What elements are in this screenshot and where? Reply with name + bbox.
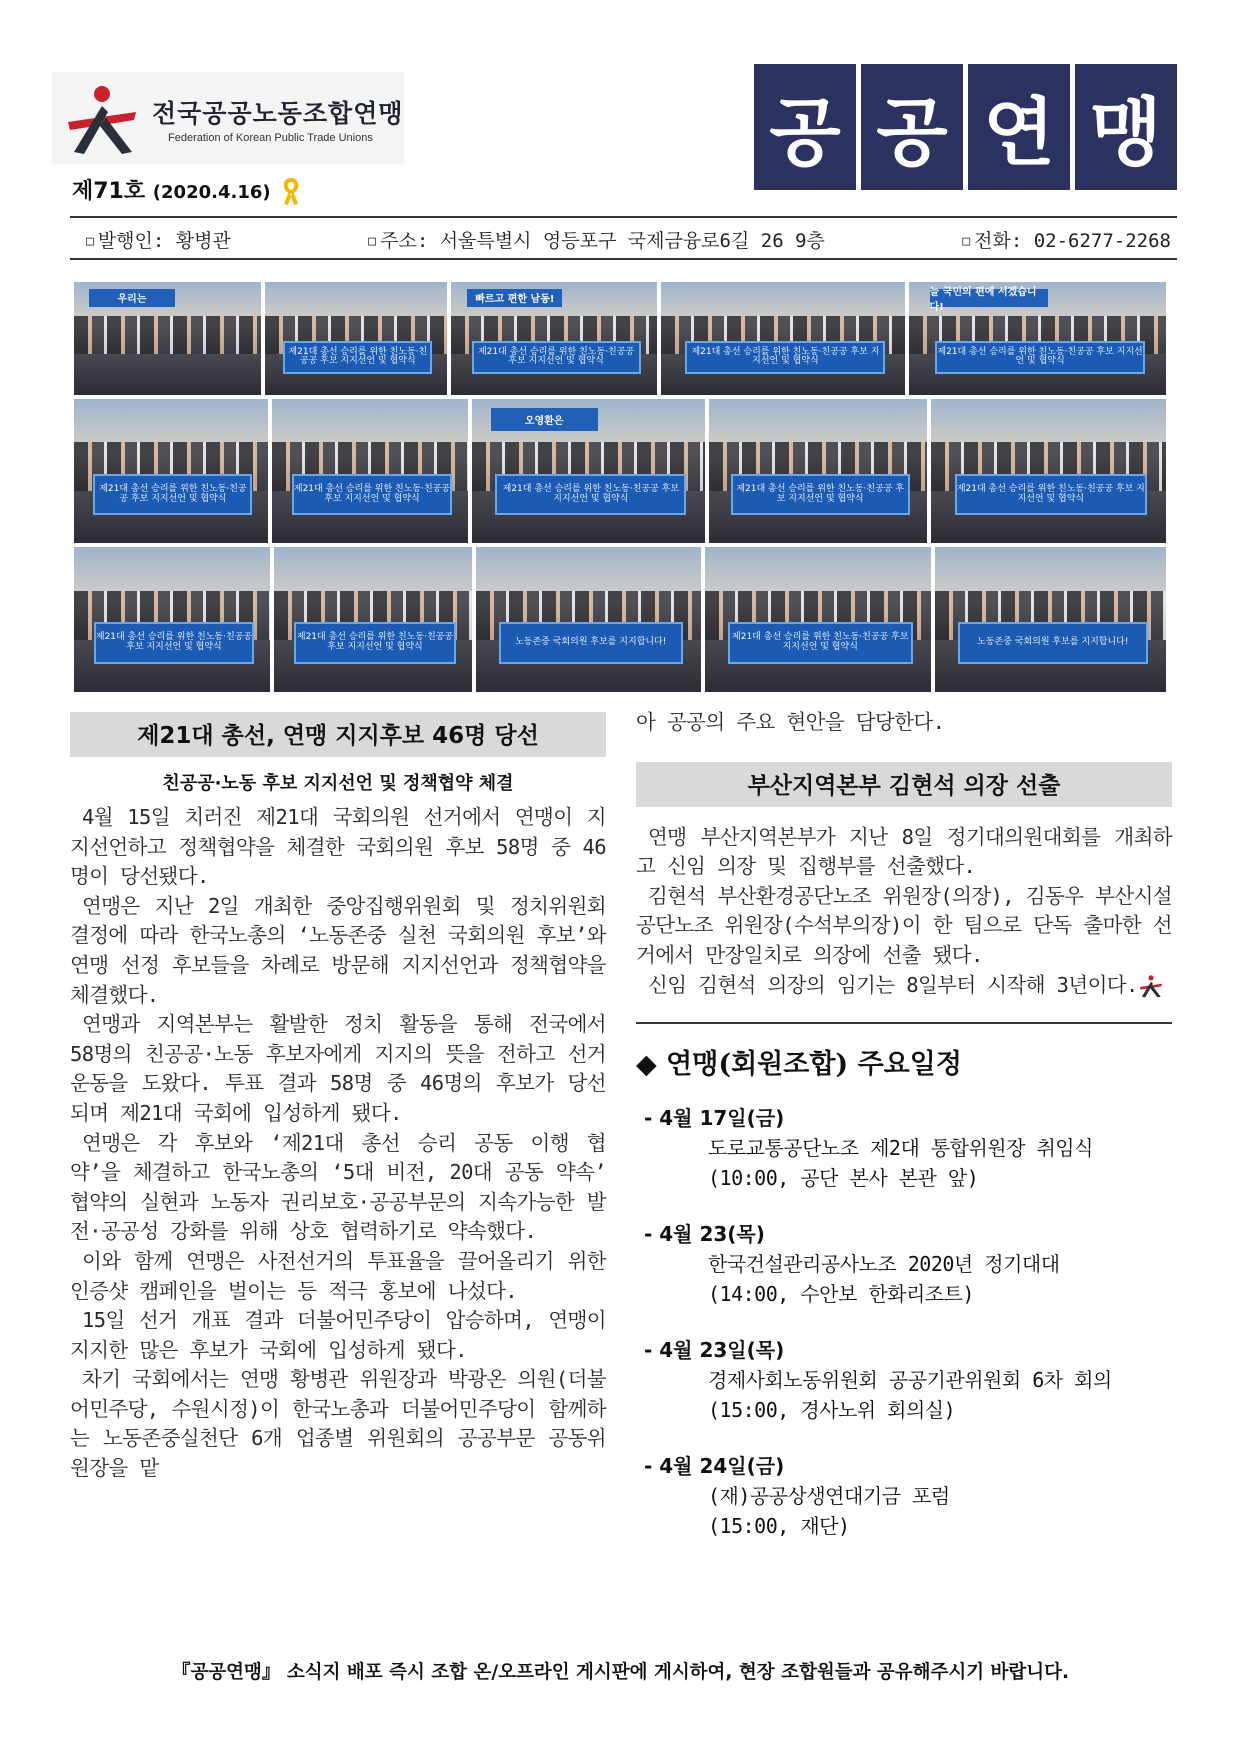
federation-logo-icon bbox=[1138, 974, 1164, 998]
article-paragraph: 차기 국회에서는 연맹 황병관 위원장과 박광온 의원(더불어민주당, 수원시정)이 한국노총과 더불어민주당이 함께하는 노동존중실천단 6개 업종별 위원회의 공공부문 공동위원장을 맡 bbox=[70, 1367, 606, 1481]
article-continuation: 아 공공의 주요 현안을 담당한다. bbox=[636, 710, 945, 734]
phone-text: 전화: 02-6277-2268 bbox=[974, 230, 1171, 252]
article-paragraph: 이와 함께 연맹은 사전선거의 투표율을 끌어올리기 위한 인증샷 캠페인을 벌이는 등 적극 홍보에 나섰다. bbox=[70, 1248, 606, 1303]
article-paragraph bbox=[636, 971, 1172, 1001]
issue-date: (2020.4.16) bbox=[152, 182, 271, 203]
org-name: 전국공공노동조합연맹 bbox=[152, 99, 404, 128]
article-paragraph: 4월 15일 치러진 제21대 국회의원 선거에서 연맹이 지지선언하고 정책협약을 체결한 국회의원 후보 58명 중 46명이 당선됐다. bbox=[70, 805, 606, 889]
photo-banner: 제21대 총선 승리를 위한 친노동·친공공 후보 지지선언 및 협약식 bbox=[728, 622, 913, 664]
event-photo bbox=[274, 547, 472, 692]
event-photo bbox=[661, 282, 905, 395]
org-logo bbox=[52, 72, 404, 164]
schedule-date: - 4월 23일(목) bbox=[644, 1338, 785, 1363]
article-body bbox=[70, 803, 606, 1484]
event-photo bbox=[935, 547, 1166, 692]
event-photo bbox=[472, 399, 705, 543]
event-photo bbox=[451, 282, 657, 395]
article-headline: 제21대 총선, 연맹 지지후보 46명 당선 bbox=[70, 712, 606, 757]
photo-banner: 제21대 총선 승리를 위한 친노동·친공공 후보 지지선언 및 협약식 bbox=[472, 341, 641, 374]
article-subheadline: 친공공·노동 후보 지지선언 및 정책협약 체결 bbox=[162, 773, 514, 794]
event-photo bbox=[931, 399, 1166, 543]
schedule-venue: (10:00, 공단 본사 본관 앞) bbox=[708, 1166, 979, 1191]
masthead-char: 공 bbox=[754, 64, 856, 190]
schedule-event: 도로교통공단노조 제2대 통합위원장 취임식 bbox=[708, 1136, 1093, 1161]
photo-banner: 제21대 총선 승리를 위한 친노동·친공공 후보 지지선언 및 협약식 bbox=[292, 474, 453, 515]
event-photo bbox=[476, 547, 701, 692]
schedule-date: - 4월 17일(금) bbox=[644, 1106, 785, 1131]
article-paragraph: 연맹은 지난 2일 개최한 중앙집행위원회 및 정치위원회 결정에 따라 한국노총의 ‘노동존중 실천 국회의원 후보’와 연맹 선정 후보들을 차례로 방문해 지지선언과 정책협약을 체결했다. bbox=[70, 893, 606, 1007]
article-paragraph: 김현석 부산환경공단노조 위원장(의장), 김동우 부산시설공단노조 위원장(수석부의장)이 한 팀으로 단독 출마한 선거에서 만장일치로 의장에 선출 됐다. bbox=[636, 883, 1172, 967]
photo-sign: 오영환은 bbox=[491, 408, 598, 431]
yellow-ribbon-icon bbox=[282, 178, 300, 206]
event-photo bbox=[74, 399, 268, 543]
schedule-item bbox=[636, 1103, 1172, 1193]
schedule-title: ◆ 연맹(회원조합) 주요일정 bbox=[636, 1049, 962, 1081]
event-photo bbox=[265, 282, 447, 395]
square-bullet-icon: □ bbox=[368, 234, 377, 249]
schedule-event: (재)공공상생연대기금 포럼 bbox=[708, 1484, 950, 1509]
org-name-en: Federation of Korean Public Trade Unions bbox=[168, 132, 373, 144]
phone-item bbox=[962, 226, 1171, 253]
photo-sign: 빠르고 편한 남동! bbox=[467, 289, 562, 307]
article-paragraph: 연맹은 각 후보와 ‘제21대 총선 승리 공동 이행 협약’을 체결하고 한국노총의 ‘5대 비전, 20대 공동 약속’ 협약의 실현과 노동자 권리보호·공공부문의 지속가능한 발전·공공성 강화를 위해 상호 협력하기로 약속했다. bbox=[70, 1130, 606, 1244]
schedule-item bbox=[636, 1335, 1172, 1425]
schedule-date: - 4월 23(목) bbox=[644, 1222, 765, 1247]
schedule-event: 한국건설관리공사노조 2020년 정기대대 bbox=[708, 1252, 1060, 1277]
schedule-event: 경제사회노동위원회 공공기관위원회 6차 회의 bbox=[708, 1368, 1112, 1393]
event-photo bbox=[272, 399, 468, 543]
article-headline: 부산지역본부 김현석 의장 선출 bbox=[636, 762, 1172, 807]
photo-sign: 우리는 bbox=[89, 289, 175, 307]
article-paragraph: 연맹 부산지역본부가 지난 8일 정기대의원대회를 개최하고 신임 의장 및 집행부를 선출했다. bbox=[636, 824, 1172, 879]
schedule-item bbox=[636, 1219, 1172, 1309]
schedule-venue: (15:00, 재단) bbox=[708, 1514, 850, 1539]
photo-banner: 제21대 총선 승리를 위한 친노동·친공공 후보 지지선언 및 협약식 bbox=[731, 474, 910, 515]
schedule-item bbox=[636, 1451, 1172, 1541]
schedule-venue: (14:00, 수안보 한화리조트) bbox=[708, 1282, 974, 1307]
article-busan bbox=[636, 762, 1172, 1001]
publication-info bbox=[86, 226, 1171, 253]
publisher-item bbox=[86, 226, 231, 253]
masthead-char: 연 bbox=[968, 64, 1070, 190]
photo-banner: 노동존중 국회의원 후보를 지지합니다! bbox=[499, 622, 684, 664]
masthead-title bbox=[754, 64, 1177, 190]
issue-number: 제71호 bbox=[72, 179, 146, 204]
photo-banner: 노동존중 국회의원 후보를 지지합니다! bbox=[958, 622, 1147, 664]
masthead-char: 맹 bbox=[1075, 64, 1177, 190]
issue-info bbox=[72, 174, 300, 206]
section-divider bbox=[636, 1022, 1172, 1024]
photo-banner: 제21대 총선 승리를 위한 친노동·친공공 후보 지지선언 및 협약식 bbox=[955, 474, 1148, 515]
footer-notice: 『공공연맹』 소식지 배포 즉시 조합 온/오프라인 게시판에 게시하여, 현장 조합원들과 공유해주시기 바랍니다. bbox=[171, 1662, 1070, 1683]
photo-sign: 늘 국민의 편에 서겠습니다! bbox=[930, 289, 1048, 307]
article-paragraph: 연맹과 지역본부는 활발한 정치 활동을 통해 전국에서 58명의 친공공·노동 후보자에게 지지의 뜻을 전하고 선거운동을 도왔다. 투표 결과 58명 중 46명의 후보가 당선되며 제21대 국회에 입성하게 됐다. bbox=[70, 1012, 606, 1125]
event-photo bbox=[74, 547, 270, 692]
header-rule-bottom bbox=[70, 258, 1177, 260]
publisher-text: 발행인: 황병관 bbox=[97, 230, 231, 252]
article-election bbox=[70, 712, 606, 1484]
article-body bbox=[636, 823, 1172, 1001]
square-bullet-icon: □ bbox=[86, 234, 94, 249]
address-text: 주소: 서울특별시 영등포구 국제금융로6길 26 9층 bbox=[380, 230, 825, 252]
photo-banner: 제21대 총선 승리를 위한 친노동·친공공 후보 지지선언 및 협약식 bbox=[94, 622, 255, 664]
masthead-char: 공 bbox=[861, 64, 963, 190]
address-item bbox=[368, 226, 825, 253]
photo-banner: 제21대 총선 승리를 위한 친노동·친공공 후보 지지선언 및 협약식 bbox=[685, 341, 885, 374]
schedule-date: - 4월 24일(금) bbox=[644, 1454, 785, 1479]
schedule-venue: (15:00, 경사노위 회의실) bbox=[708, 1398, 956, 1423]
photo-banner: 제21대 총선 승리를 위한 친노동·친공공 후보 지지선언 및 협약식 bbox=[93, 474, 252, 515]
event-photo bbox=[74, 282, 261, 395]
article-paragraph: 15일 선거 개표 결과 더불어민주당이 압승하며, 연맹이 지지한 많은 후보가 국회에 입성하게 됐다. bbox=[70, 1308, 606, 1362]
photo-banner: 제21대 총선 승리를 위한 친노동·친공공 후보 지지선언 및 협약식 bbox=[935, 341, 1146, 374]
right-column bbox=[636, 708, 1172, 1567]
photo-banner: 제21대 총선 승리를 위한 친노동·친공공 후보 지지선언 및 협약식 bbox=[283, 341, 432, 374]
header-rule-top bbox=[70, 216, 1177, 218]
event-photo bbox=[709, 399, 927, 543]
federation-logo-icon bbox=[62, 82, 142, 156]
square-bullet-icon: □ bbox=[962, 234, 971, 249]
photo-collage bbox=[74, 282, 1166, 692]
event-photo bbox=[909, 282, 1166, 395]
photo-banner: 제21대 총선 승리를 위한 친노동·친공공 후보 지지선언 및 협약식 bbox=[294, 622, 456, 664]
schedule-section bbox=[636, 1042, 1172, 1541]
photo-banner: 제21대 총선 승리를 위한 친노동·친공공 후보 지지선언 및 협약식 bbox=[495, 474, 686, 515]
event-photo bbox=[705, 547, 931, 692]
article-paragraph-text: 신임 김현석 의장의 임기는 8일부터 시작해 3년이다. bbox=[648, 972, 1138, 997]
